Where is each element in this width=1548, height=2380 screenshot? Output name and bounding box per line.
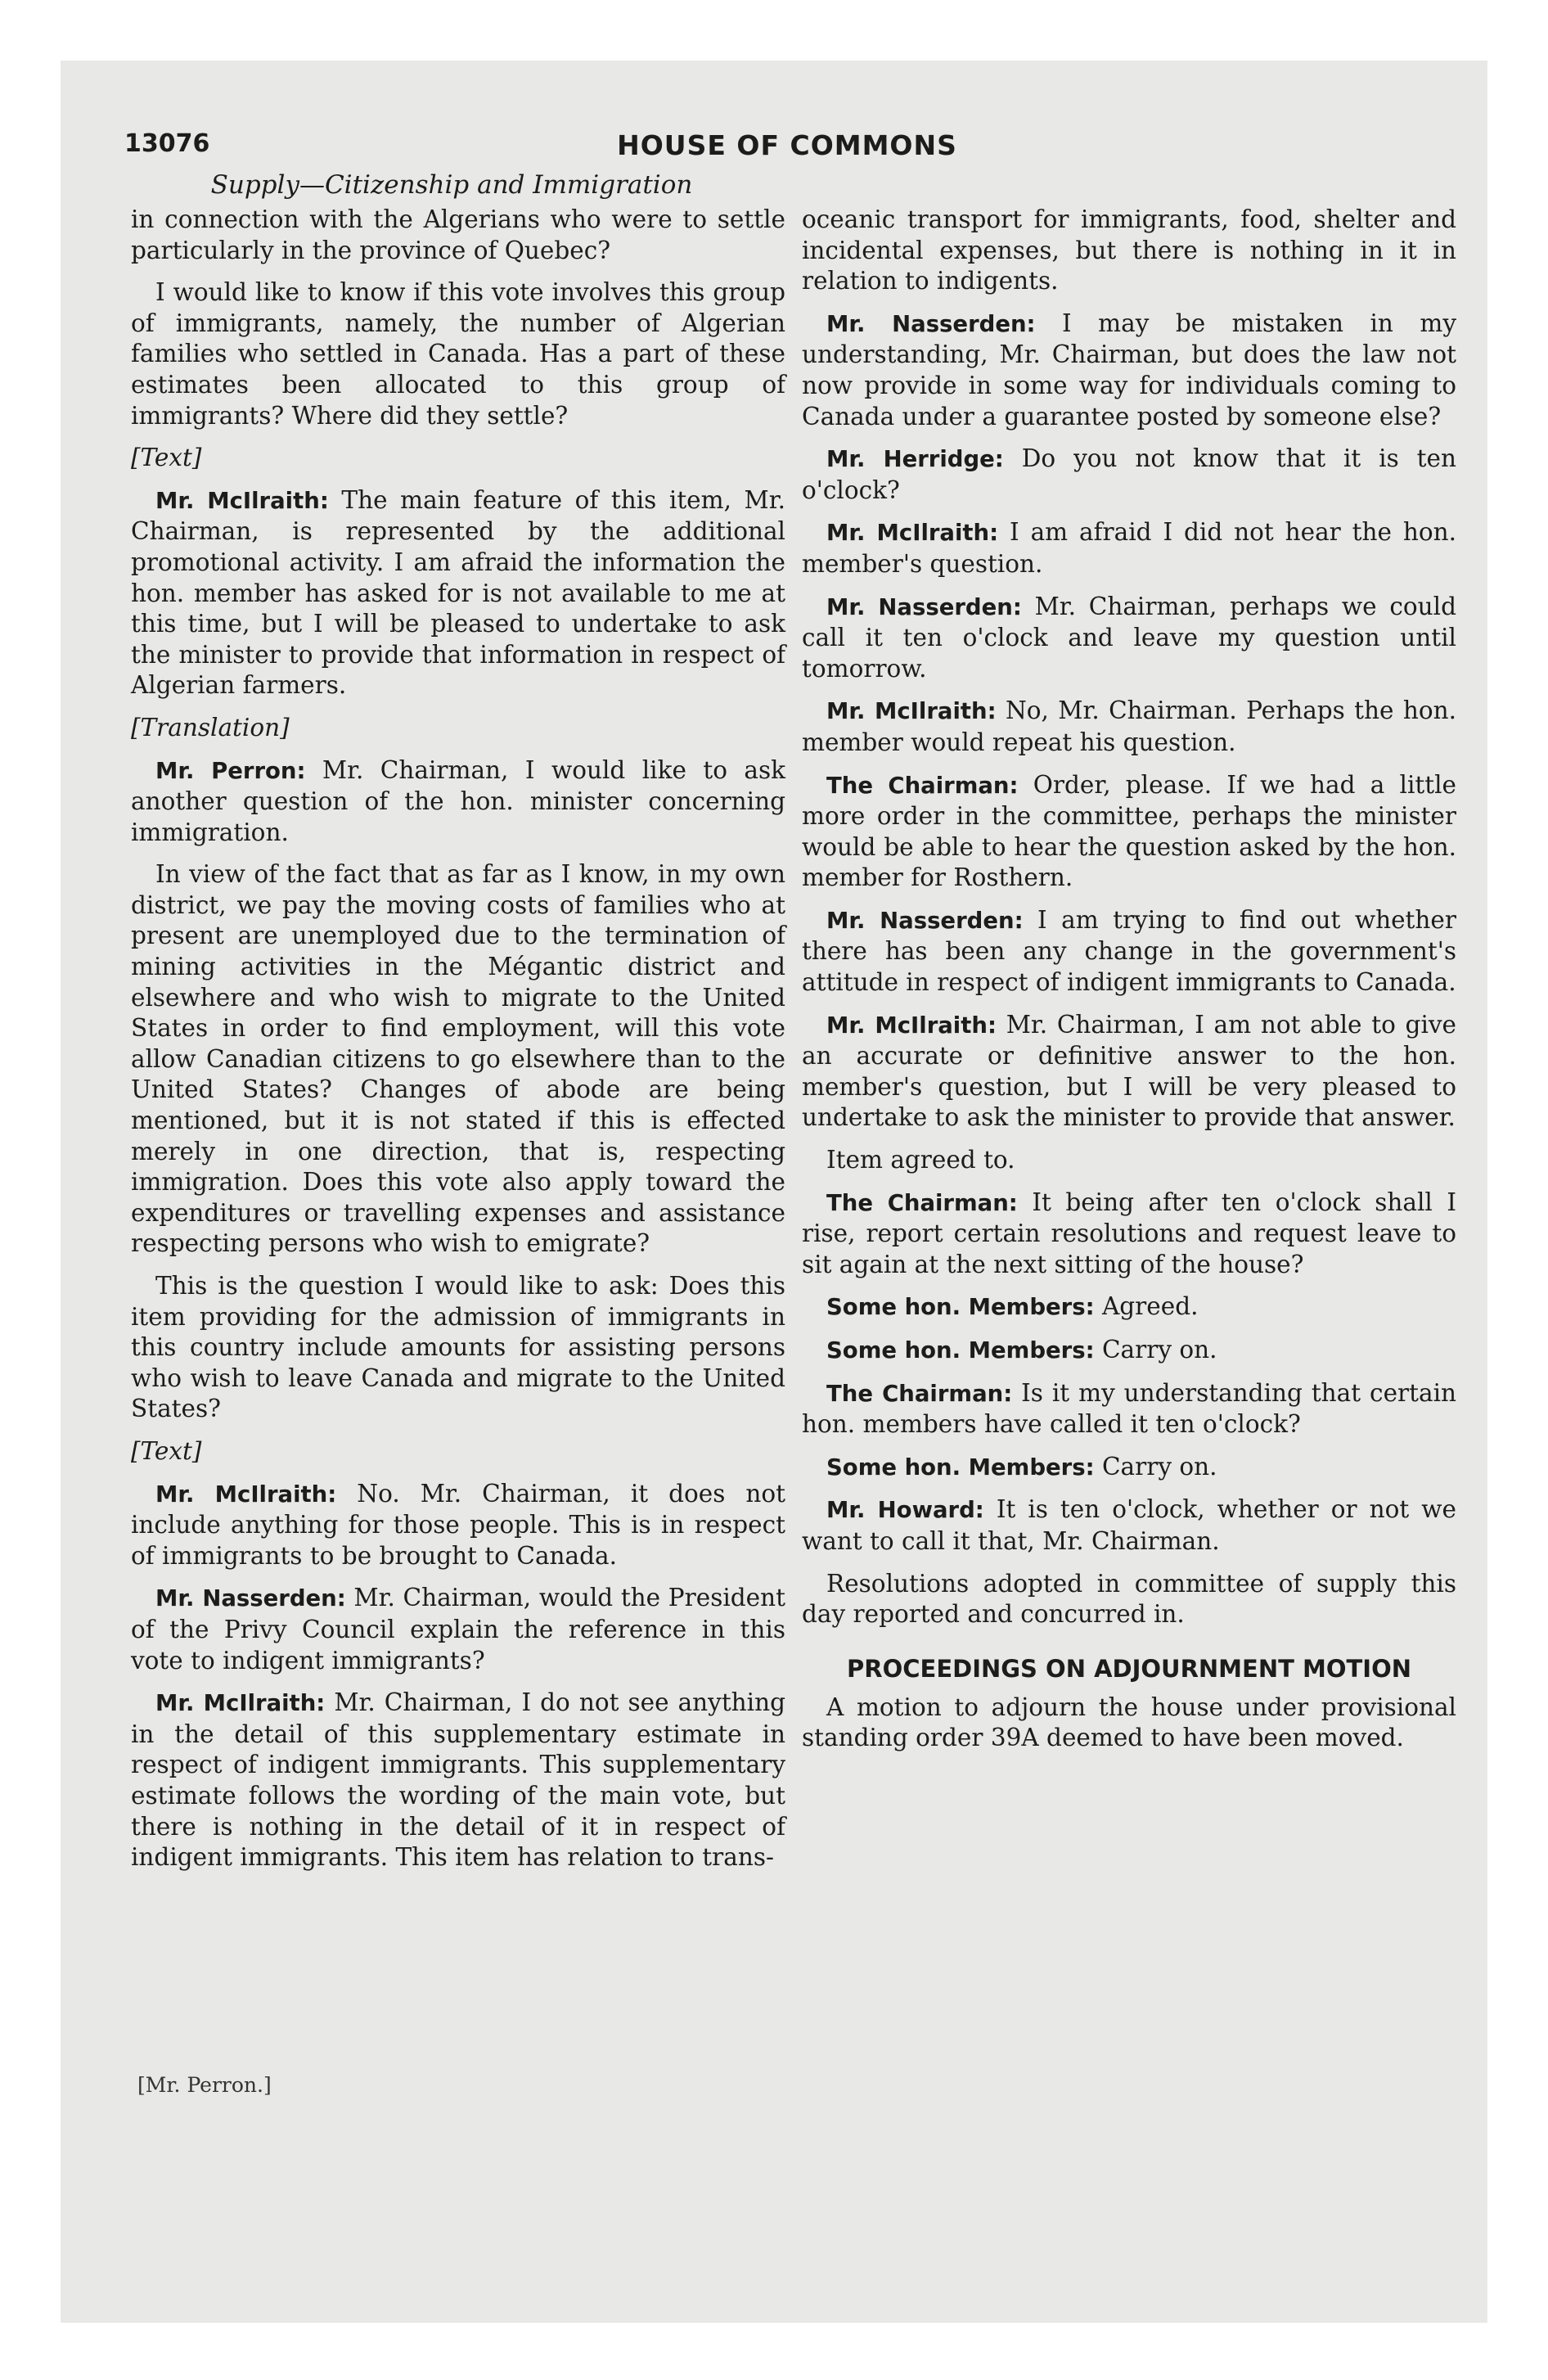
continued-paragraph: in connection with the Algerians who were to settle particularly in the province of Quebec? [131,205,785,264]
paragraph: In view of the fact that as far as I know, in my own district, we pay the moving costs of families who at present are unemployed due to the termination of mining activities in the Mégantic district and elsewhere and who wish to migrate to the United States in order to find employment, will this vote allow Canadian citizens to go elsewhere than to the United States? Changes of abode are being mentioned, but it is not stated if this is effected merely in one direction, that is, respecting immigration. Does this vote also apply toward the expenditures or travelling expenses and assistance respecting persons who wish to emigrate? [131,860,785,1258]
speech-paragraph [802,1291,1456,1323]
speech-text: No. Mr. Chairman, it does not include anything for those people. This is in respect of immigrants to be brought to Canada. [131,1479,785,1570]
page-number: 13076 [124,129,210,158]
speaker-name: Some hon. Members: [826,1337,1095,1364]
journal-title: HOUSE OF COMMONS [617,129,957,161]
speech-paragraph [131,755,785,849]
speaker-name: Mr. McIlraith: [826,520,999,547]
continued-paragraph: oceanic transport for immigrants, food, shelter and incidental expenses, but there is nothing in it in relation to indigents. [802,205,1456,295]
speech-text: Is it my understanding that certain hon. members have called it ten o'clock? [802,1378,1456,1439]
speaker-name: Mr. McIlraith: [826,1012,997,1039]
speech-text: Mr. Chairman, I would like to ask another question of the hon. minister concerning immigration. [131,755,785,846]
speaker-name: Mr. Perron: [155,757,306,784]
speech-text: No, Mr. Chairman. Perhaps the hon. member would repeat his question. [802,696,1456,756]
speech-text: It being after ten o'clock shall I rise, report certain resolutions and request leave to sit again at the next sitting of the house? [802,1188,1456,1278]
paragraph: This is the question I would like to ask: Does this item providing for the admission of immigrants in this country include amounts for assisting persons who wish to leave Canada and migrate to the United States? [131,1272,785,1423]
speech-text: Agreed. [1101,1292,1199,1321]
speaker-name: Mr. Nasserden: [155,1585,346,1612]
speech-paragraph [802,1010,1456,1134]
speech-paragraph [802,1494,1456,1557]
section-subheading: Supply—Citizenship and Immigration [210,170,693,200]
language-marker: [Text] [131,1436,202,1465]
speaker-name: Mr. Nasserden: [826,907,1024,934]
speech-text: I am trying to find out whether there has been any change in the government's attitude in respect of indigent immigrants to Canada. [802,905,1456,997]
speech-text: I am afraid I did not hear the hon. member's question. [802,518,1456,578]
speech-paragraph [131,1479,785,1572]
paragraph: Item agreed to. [826,1146,1015,1174]
speech-paragraph [802,1452,1456,1484]
speaker-name: The Chairman: [826,1189,1018,1216]
speech-paragraph [802,1188,1456,1281]
speech-text: Mr. Chairman, I am not able to give an accurate or definitive answer to the hon. member's question, but I will be very pleased to undertake to ask the minister to provide that answer. [802,1010,1457,1132]
speaker-name: Some hon. Members: [826,1454,1095,1481]
speaker-name: Mr. Nasserden: [826,593,1022,620]
paragraph: A motion to adjourn the house under provisional standing order 39A deemed to have been moved. [802,1693,1456,1752]
speech-text: Carry on. [1101,1336,1217,1364]
speech-text: Do you not know that it is ten o'clock? [802,444,1456,504]
speech-paragraph [802,444,1456,506]
paragraph: I would like to know if this vote involves this group of immigrants, namely, the number of Algerian families who settled in Canada. Has a part of these estimates been allocated to this group of immigrants? Where did they settle? [131,278,785,430]
speech-paragraph [802,905,1456,998]
right-column [802,205,1456,1765]
speaker-name: The Chairman: [826,772,1019,799]
speaker-name: Some hon. Members: [826,1294,1095,1321]
left-column [131,205,785,1885]
speech-text: Mr. Chairman, would the President of the Privy Council explain the reference in this vote to indigent immigrants? [131,1584,785,1675]
page-header [124,129,1450,170]
speech-text: Mr. Chairman, I do not see anything in the detail of this supplementary estimate in respect of indigent immigrants. This supplementary estimate follows the wording of the main vote, but there is nothing in the detail of it in respect of indigent immigrants. This item has relation to trans- [131,1688,785,1872]
speech-paragraph [131,1688,785,1873]
section-title: PROCEEDINGS ON ADJOURNMENT MOTION [846,1654,1411,1683]
speech-text: I may be mistaken in my understanding, Mr. Chairman, but does the law not now provide in some way for individuals coming to Canada under a guarantee posted by someone else? [802,309,1456,430]
speaker-name: Mr. Nasserden: [826,310,1036,337]
speech-paragraph [131,485,785,701]
speech-text: It is ten o'clock, whether or not we want to call it that, Mr. Chairman. [802,1495,1456,1555]
speech-paragraph [802,517,1456,579]
speech-text: Carry on. [1101,1452,1217,1481]
speaker-name: Mr. Howard: [826,1497,984,1524]
language-marker: [Translation] [131,713,290,741]
speech-paragraph [802,1378,1456,1440]
speech-paragraph [802,309,1456,432]
speech-text: The main feature of this item, Mr. Chairman, is represented by the additional promotional activity. I am afraid the information the hon. member has asked for is not available to me at this time, but I will be pleased to undertake to ask the minister to provide that information in respect of Algerian farmers. [131,485,785,700]
footer-note: [Mr. Perron.] [137,2073,272,2097]
paragraph: Resolutions adopted in committee of supply this day reported and concurred in. [802,1569,1456,1629]
speaker-name: Mr. McIlraith: [826,698,997,725]
language-marker: [Text] [131,444,202,472]
speech-text: Order, please. If we had a little more order in the committee, perhaps the minister would be able to hear the question asked by the hon. member for Rosthern. [802,770,1457,892]
speech-paragraph [802,696,1456,758]
speaker-name: Mr. McIlraith: [155,487,329,514]
speaker-name: Mr. Herridge: [826,446,1004,473]
speech-paragraph [131,1583,785,1676]
speaker-name: Mr. McIlraith: [155,1690,326,1717]
speech-text: Mr. Chairman, perhaps we could call it ten o'clock and leave my question until tomorrow. [802,592,1456,683]
speaker-name: The Chairman: [826,1380,1013,1407]
speech-paragraph [802,592,1456,685]
speech-paragraph [802,1335,1456,1367]
speaker-name: Mr. McIlraith: [155,1481,337,1508]
speech-paragraph [802,770,1456,894]
